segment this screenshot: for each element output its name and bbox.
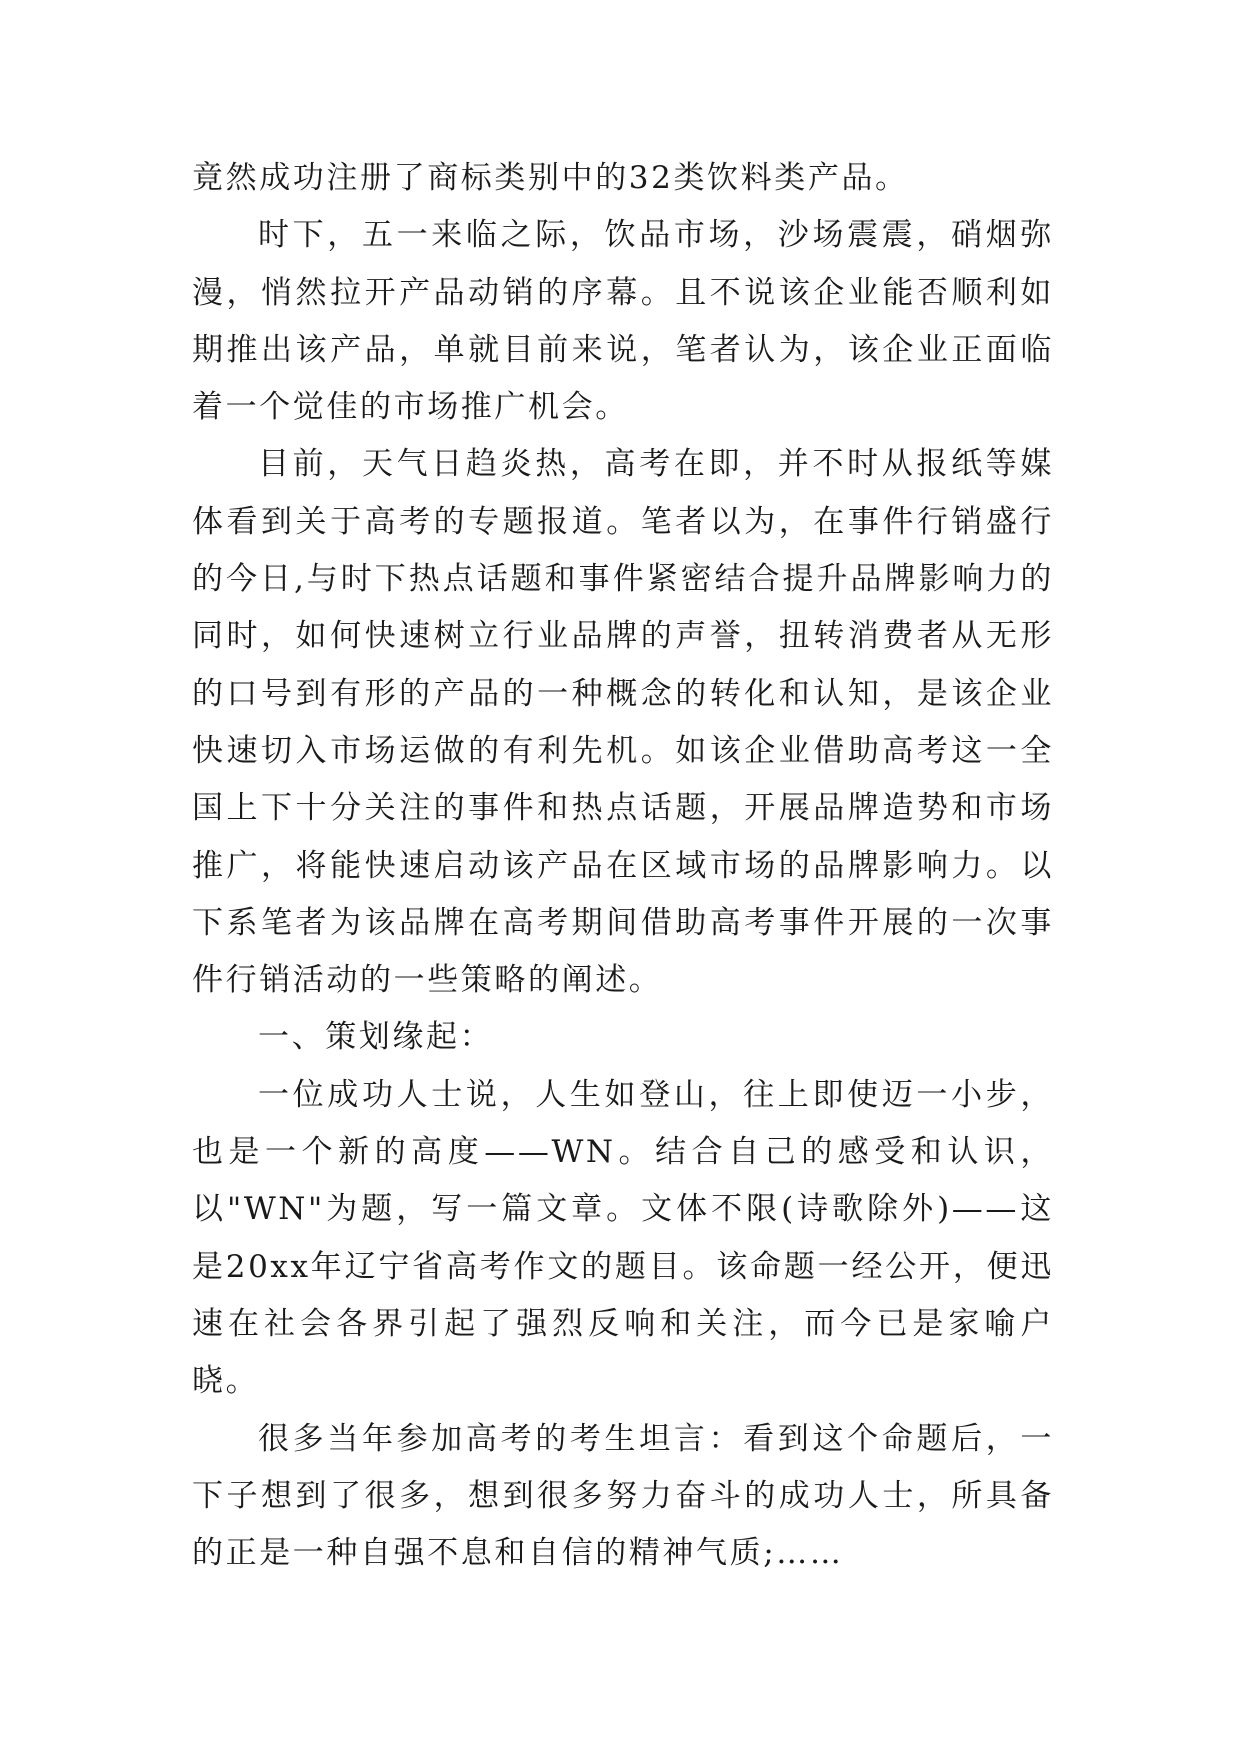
document-body — [192, 150, 1054, 1582]
section-heading-origin: 一、策划缘起： — [258, 1019, 494, 1056]
paragraph-candidates-reaction: 很多当年参加高考的考生坦言：看到这个命题后，一下子想到了很多，想到很多努力奋斗的成功人士，所具备的正是一种自强不息和自信的精神气质;…… — [192, 1420, 1054, 1572]
paragraph-gaokao-opportunity: 目前，天气日趋炎热，高考在即，并不时从报纸等媒体看到关于高考的专题报道。笔者以为，在事件行销盛行的今日,与时下热点话题和事件紧密结合提升品牌影响力的同时，如何快速树立行业品牌的声誉，扭转消费者从无形的口号到有形的产品的一种概念的转化和认知，是该企业快速切入市场运做的有利先机。如该企业借助高考这一全国上下十分关注的事件和热点话题，开展品牌造势和市场推广，将能快速启动该产品在区域市场的品牌影响力。以下系笔者为该品牌在高考期间借助高考事件开展的一次事件行销活动的一些策略的阐述。 — [192, 446, 1054, 999]
paragraph-essay-prompt: 一位成功人士说，人生如登山，往上即使迈一小步，也是一个新的高度——WN。结合自己的感受和认识，以"WN"为题，写一篇文章。文体不限(诗歌除外)——这是20xx年辽宁省高考作文的题目。该命题一经公开，便迅速在社会各界引起了强烈反响和关注，而今已是家喻户晓。 — [192, 1076, 1055, 1400]
paragraph-may-day-market: 时下，五一来临之际，饮品市场，沙场震震，硝烟弥漫，悄然拉开产品动销的序幕。且不说该企业能否顺利如期推出该产品，单就目前来说，笔者认为，该企业正面临着一个觉佳的市场推广机会。 — [192, 217, 1054, 426]
paragraph-continuation: 竟然成功注册了商标类别中的32类饮料类产品。 — [192, 160, 909, 196]
